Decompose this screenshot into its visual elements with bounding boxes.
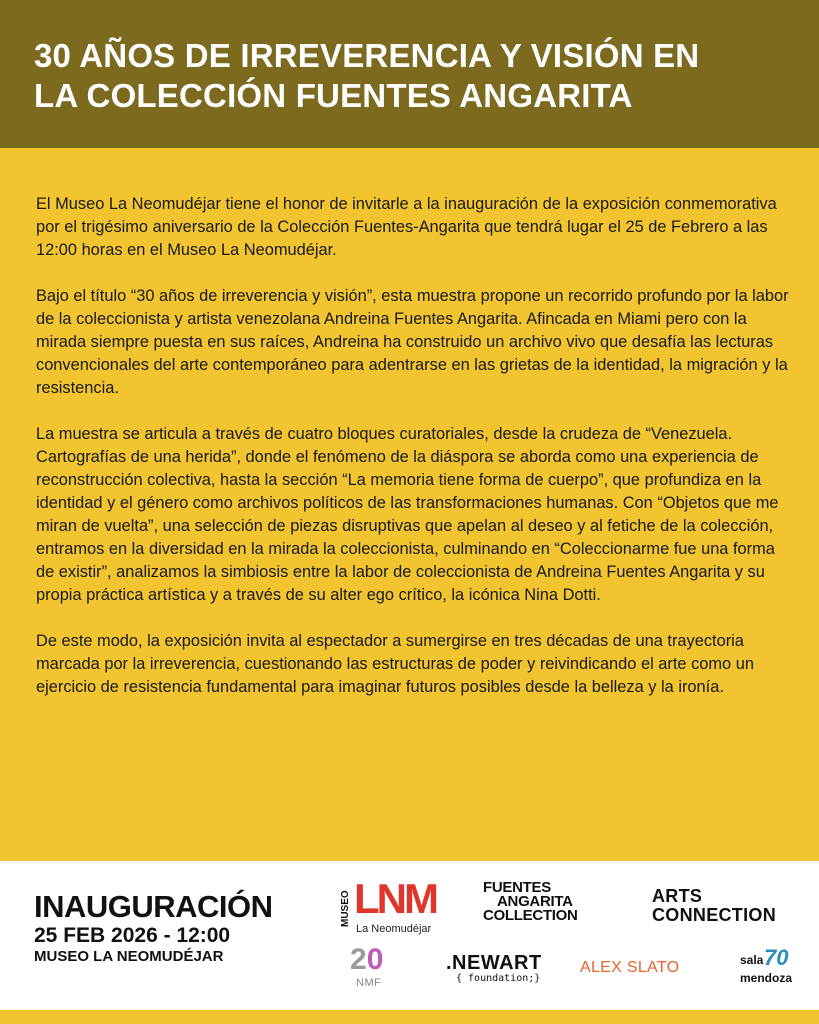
arts-connection-logo — [652, 887, 776, 925]
nmf-digit-0: 0 — [366, 943, 384, 976]
title-line-2: LA COLECCIÓN FUENTES ANGARITA — [34, 77, 633, 114]
inauguration-venue: MUSEO LA NEOMUDÉJAR — [34, 948, 224, 965]
arts-line-2: CONNECTION — [652, 905, 776, 925]
inauguration-info — [34, 891, 273, 966]
fac-line-2: ANGARITA — [497, 893, 573, 910]
header-banner — [0, 0, 819, 148]
inauguration-date: 25 FEB 2026 - 12:00 — [34, 924, 231, 947]
bottom-strip — [0, 1010, 819, 1024]
sala-top-text: sala — [740, 953, 764, 967]
lnm-museo-text: MUSEO — [340, 890, 351, 928]
inauguration-label: INAUGURACIÓN — [34, 889, 273, 924]
invitation-text — [36, 193, 796, 722]
paragraph-closing: De este modo, la exposición invita al espectador a sumergirse en tres décadas de una trayectoria marcada por la irreverencia, cuestionando las estructuras de poder y reivindicando el arte como un ejercicio de resistencia fundamental para imaginar futuros posibles desde la belleza y la ironía. — [36, 632, 754, 696]
sala-mendoza-logo — [740, 945, 796, 989]
newart-foundation-logo — [446, 953, 542, 985]
fuentes-angarita-logo — [483, 881, 603, 923]
footer-panel — [0, 861, 819, 1010]
fac-line-3: COLLECTION — [483, 907, 578, 924]
lnm-logo — [340, 875, 440, 941]
lnm-subtitle: La Neomudéjar — [356, 923, 432, 935]
paragraph-blocks: La muestra se articula a través de cuatro bloques curatoriales, desde la crudeza de “Venezuela. Cartografías de una herida”, donde el fenómeno de la diáspora se aborda como una experiencia de reconstrucción colectiva, hasta la sección “La memoria tiene forma de cuerpo”, que profundiza en la identidad y el género como archivos políticos de las transformaciones humanas. Con “Objetos que me miran de vuelta”, una selección de piezas disruptivas que apelan al deseo y al fetiche de la colección, entramos en la diversidad en la mirada la coleccionista, culminando en “Coleccionarme fue una forma de existir”, analizamos la simbiosis entre la labor de coleccionista de Andreina Fuentes Angarita y su propia práctica artística y a través de su alter ego crítico, la icónica Nina Dotti. — [36, 425, 779, 604]
newart-name: .NEWART — [446, 952, 542, 974]
nmf-number — [350, 945, 383, 975]
nmf-letters: NMF — [356, 977, 382, 989]
sala-bottom-text: mendoza — [740, 971, 793, 985]
alex-slato-logo: ALEX SLATO — [580, 959, 680, 976]
paragraph-intro: El Museo La Neomudéjar tiene el honor de invitarle a la inauguración de la exposición conmemorativa por el trigésimo aniversario de la Colección Fuentes-Angarita que tendrá lugar el 25 de Febrero a las 12:00 horas en el Museo La Neomudéjar. — [36, 195, 777, 259]
nmf-digit-2: 2 — [350, 943, 367, 976]
lnm-letters: LNM — [354, 875, 436, 922]
fac-line-1: FUENTES — [483, 879, 551, 896]
page-title — [34, 36, 804, 116]
paragraph-title: Bajo el título “30 años de irreverencia y visión”, esta muestra propone un recorrido profundo por la labor de la coleccionista y artista venezolana Andreina Fuentes Angarita. Afincada en Miami pero con la mirada siempre puesta en sus raíces, Andreina ha construido un archivo vivo que desafía las lecturas convencionales del arte contemporáneo para adentrarse en las grietas de la identidad, la migración y la resistencia. — [36, 287, 789, 397]
nmf-20-logo — [346, 945, 392, 997]
arts-line-1: ARTS — [652, 886, 703, 906]
newart-foundation: { foundation;} — [456, 973, 541, 984]
title-line-1: 30 AÑOS DE IRREVERENCIA Y VISIÓN EN — [34, 37, 700, 74]
sala-70-mark: 70 — [764, 945, 789, 970]
